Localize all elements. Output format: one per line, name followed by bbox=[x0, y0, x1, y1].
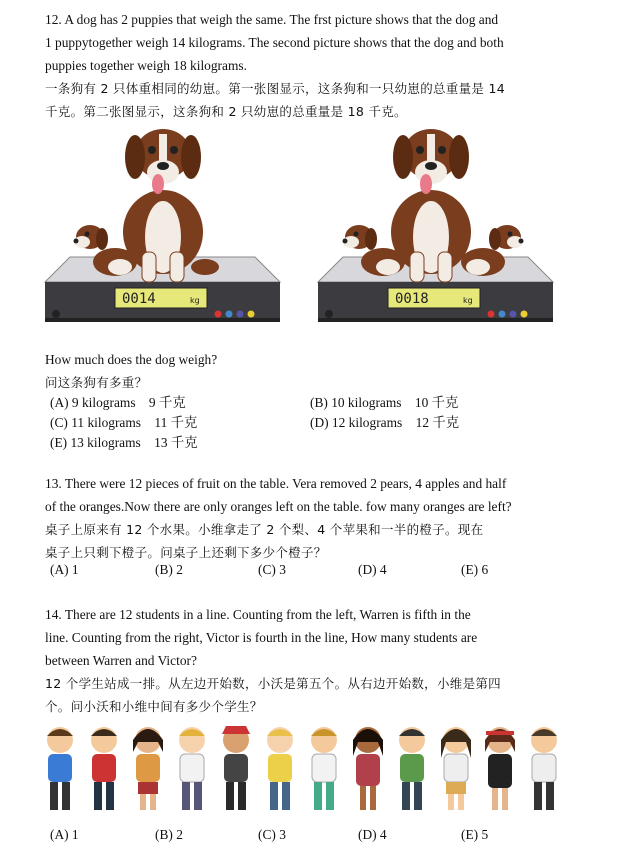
students-row bbox=[40, 722, 565, 817]
q12-question-zh: 问这条狗有多重？ bbox=[45, 375, 148, 390]
scale-one-unit: kg bbox=[190, 296, 200, 305]
q12-en-line3: puppies together weigh 18 kilograms. bbox=[45, 58, 247, 73]
q13-option-b[interactable]: (B) 2 bbox=[155, 562, 183, 577]
student-icon bbox=[179, 727, 205, 810]
q13-en-line2: of the oranges.Now there are only oranges left on the table. fow many oranges are left? bbox=[45, 499, 512, 514]
student-icon bbox=[485, 727, 515, 810]
dog-icon bbox=[123, 129, 219, 282]
q12-question bbox=[45, 348, 560, 394]
student-icon bbox=[353, 727, 383, 810]
student-icon bbox=[133, 727, 163, 810]
student-icon bbox=[222, 726, 250, 810]
student-icon bbox=[399, 727, 425, 810]
q12-option-c[interactable]: (C) 11 kilograms 11 千克 bbox=[50, 415, 198, 430]
scale-two-reading: 0018 bbox=[395, 291, 429, 307]
q14-option-b[interactable]: (B) 2 bbox=[155, 827, 183, 842]
q12-en-line2: 1 puppytogether weigh 14 kilograms. The second picture shows that the dog and both bbox=[45, 35, 504, 50]
q12-option-d[interactable]: (D) 12 kilograms 12 千克 bbox=[310, 415, 460, 430]
q14-zh-line1: 12 个学生站成一排。从左边开始数，小沃是第五个。从右边开始数，小维是第四 bbox=[45, 676, 501, 691]
q14-zh-line2: 个。问小沃和小维中间有多少个学生？ bbox=[45, 699, 263, 714]
student-icon bbox=[311, 727, 337, 810]
scale-two-unit: kg bbox=[463, 296, 473, 305]
student-icon bbox=[267, 727, 293, 810]
student-icon bbox=[531, 727, 557, 810]
scale-scene-one bbox=[40, 122, 285, 332]
q13-en-line1: 13. There were 12 pieces of fruit on the table. Vera removed 2 pears, 4 apples and half bbox=[45, 476, 507, 491]
student-icon bbox=[47, 727, 73, 810]
q14-en-line1: 14. There are 12 students in a line. Counting from the left, Warren is fifth in the bbox=[45, 607, 471, 622]
q14-option-a[interactable]: (A) 1 bbox=[50, 827, 79, 842]
scale-scene-two bbox=[313, 122, 558, 332]
q14-en-line3: between Warren and Victor? bbox=[45, 653, 197, 668]
q12-option-b[interactable]: (B) 10 kilograms 10 千克 bbox=[310, 395, 459, 410]
scale-one-reading: 0014 bbox=[122, 291, 156, 307]
q12-option-e[interactable]: (E) 13 kilograms 13 千克 bbox=[50, 435, 198, 450]
q13-option-e[interactable]: (E) 6 bbox=[461, 562, 489, 577]
student-icon bbox=[91, 727, 117, 810]
q13-text bbox=[45, 472, 560, 564]
student-icon bbox=[441, 727, 471, 810]
q14-text bbox=[45, 603, 560, 718]
q12-zh-line2: 千克。第二张图显示，这条狗和 2 只幼崽的总重量是 18 千克。 bbox=[45, 104, 407, 119]
q13-option-d[interactable]: (D) 4 bbox=[358, 562, 387, 577]
q13-zh-line1: 桌子上原来有 12 个水果。小维拿走了 2 个梨、4 个苹果和一半的橙子。现在 bbox=[45, 522, 484, 537]
q12-option-a[interactable]: (A) 9 kilograms 9 千克 bbox=[50, 395, 186, 410]
q12-text bbox=[45, 8, 560, 123]
q12-zh-line1: 一条狗有 2 只体重相同的幼崽。第一张图显示，这条狗和一只幼崽的总重量是 14 bbox=[45, 81, 505, 96]
q14-option-c[interactable]: (C) 3 bbox=[258, 827, 286, 842]
q13-option-a[interactable]: (A) 1 bbox=[50, 562, 79, 577]
q13-zh-line2: 桌子上只剩下橙子。问桌子上还剩下多少个橙子？ bbox=[45, 545, 327, 560]
q14-option-e[interactable]: (E) 5 bbox=[461, 827, 489, 842]
q14-option-d[interactable]: (D) 4 bbox=[358, 827, 387, 842]
q14-en-line2: line. Counting from the right, Victor is fourth in the line, How many students are bbox=[45, 630, 478, 645]
q12-en-line1: 12. A dog has 2 puppies that weigh the same. The frst picture shows that the dog and bbox=[45, 12, 499, 27]
q12-question-en: How much does the dog weigh? bbox=[45, 352, 218, 367]
q13-option-c[interactable]: (C) 3 bbox=[258, 562, 286, 577]
